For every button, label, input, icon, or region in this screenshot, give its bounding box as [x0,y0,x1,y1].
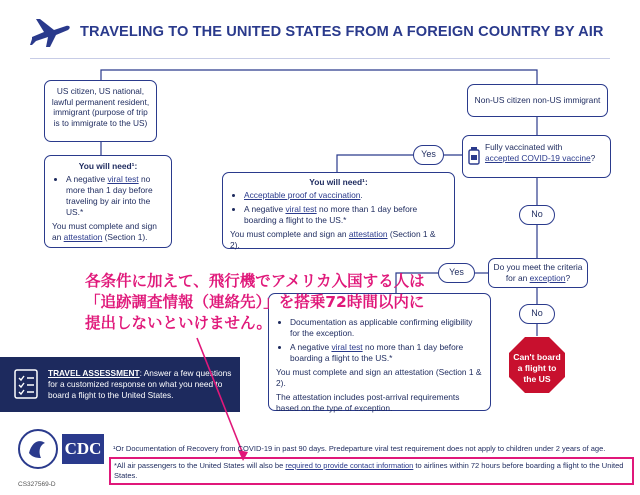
attestation-link[interactable]: attestation [348,229,388,239]
viral-test-link[interactable]: viral test [331,342,363,352]
travel-assessment-link[interactable]: TRAVEL ASSESSMENT [48,368,140,378]
attestation-link[interactable]: attestation [63,232,103,242]
no-label-exception: No [519,304,555,324]
proof-of-vaccination-link[interactable]: Acceptable proof of vaccination [244,190,361,200]
exception-link[interactable]: exception [529,273,566,283]
vaccinated-requirements-box: You will need¹: • Acceptable proof of vaccination. • A negative viral test no more than 1 day before boarding a flight to the US.* You must complete and sign an attestation (Section 1 & 2). [222,172,455,249]
left-requirements-box: You will need¹: • A negative viral test no more than 1 day before traveling by air into the US.* You must complete and sign an attestation (Section 1). [44,155,172,248]
left-attestation-note: You must complete and sign an attestation (Section 1). [52,221,157,242]
exception-attestation-note: You must complete and sign an attestation (Section 1 & 2). [276,367,482,388]
left-bullet-viral-test: • A negative viral test no more than 1 day before traveling by air into the US.* [66,174,164,218]
no-label-vaccinated: No [519,205,555,225]
vaccinated-question-box: Fully vaccinated with accepted COVID-19 vaccine? [462,135,611,178]
cant-board-text: Can't board a flight to the US [513,352,561,384]
yes-label-exception: Yes [438,263,475,283]
viral-test-link[interactable]: viral test [107,174,139,184]
viral-test-link[interactable]: viral test [285,204,317,214]
travel-assessment-banner[interactable]: TRAVEL ASSESSMENT: Answer a few questions for a customized response on what you need to board a flight to the United States. [0,357,240,412]
footnote-recovery: ¹Or Documentation of Recovery from COVID-19 in past 90 days. Predeparture viral test requirement does not apply to children under 2 years of age. [113,444,606,453]
mid-bullet-proof: • Acceptable proof of vaccination. [244,190,447,201]
exception-bullet-documentation: • Documentation as applicable confirming eligibility for the exception. [290,317,483,339]
contact-information-link[interactable]: required to provide contact information [285,461,414,470]
cdc-logo-text: CDC [64,439,102,458]
japanese-note-overlay: 各条件に加えて、飛行機でアメリカ入国する人は 「追跡調査情報（連絡先）」を搭乗72時間以内に 提出しないといけません。 [85,272,425,332]
yes-label-vaccinated: Yes [413,145,444,165]
exception-bullet-viral-test: • A negative viral test no more than 1 day before boarding a flight to the US.* [290,342,483,364]
document-id: CS327569-D [18,481,56,488]
exception-post-arrival-note: The attestation includes post-arrival requirements based on the type of exception. [276,392,460,413]
us-citizen-box: US citizen, US national, lawful permanent resident, immigrant (purpose of trip is to immigrate to the US) [44,80,157,142]
mid-attestation-note: You must complete and sign an attestation (Section 1 & 2). [230,229,436,250]
mid-bullet-viral-test: • A negative viral test no more than 1 day before boarding a flight to the US.* [244,204,447,226]
accepted-vaccine-link[interactable]: accepted COVID-19 vaccine [485,153,591,163]
footnote-contact-info: *All air passengers to the United States will also be required to provide contact information to airlines within 72 hours before boarding a flight to the United States. [114,461,624,480]
non-us-box: Non-US citizen non-US immigrant [467,84,608,117]
page-title: TRAVELING TO THE UNITED STATES FROM A FOREIGN COUNTRY BY AIR [80,24,604,40]
cdc-logo [18,428,106,470]
exception-question-box: Do you meet the criteria for an exception? [488,258,588,288]
